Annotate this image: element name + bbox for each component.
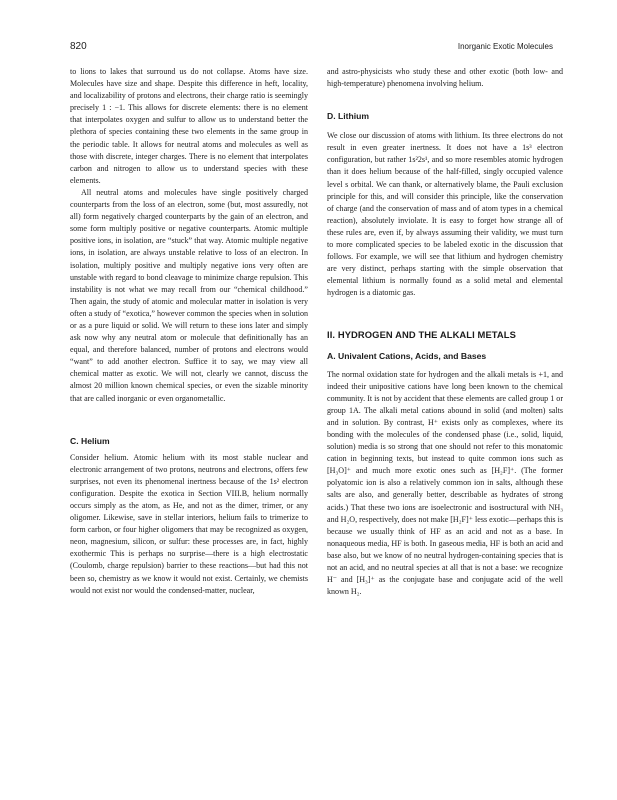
- page-number: 820: [70, 41, 87, 52]
- paragraph: and astro-physicists who study these and other exotic (both low- and high-temperature) phenomena involving helium.: [327, 67, 563, 89]
- right-column: [327, 66, 563, 598]
- paragraph: The normal oxidation state for hydrogen and the alkali metals is +1, and indeed their unipositive cations have long been known to the chemical community. It is not by accident that these elements are called group 1 or group 1A. The alkali metal cations abound in solid (and molten) salts and in solution. By contrast, H⁺ exists only as complexes, where its bonding with the molecules of the condensed phase (i.e., solid, liquid, solution) media is so strong that one should not refer to this monatomic cation in beginning texts, but instead to quite common ions such as [H₃O]⁺ and much more exotic ones such as [H₂F]⁺. (The former polyatomic ion is also a relatively common ion in salts, although these salts are also, and generally better, describable as hydrates of strong acids.) That these two ions are isoelectronic and isostructural with NH₃ and H₂O, respectively, does not make [H₂F]⁺ less exotic—perhaps this is because we usually think of HF as an acid and not as a base. In nonaqueous media, HF is both. In gaseous media, HF is both an acid and base also, but we know of no neutral hydrogen-containing species that is not an acid, and no neutral species at all that is not a base: we recognize H⁻ and [H₃]⁺ as the conjugate base and conjugate acid of the well known H₂.: [327, 369, 563, 597]
- running-title: Inorganic Exotic Molecules: [457, 42, 553, 51]
- section-heading-lithium: D. Lithium: [327, 111, 370, 122]
- paragraph: All neutral atoms and molecules have single positively charged counterparts from the loss of an electron, some (but, most assuredly, not all) form negatively charged counterparts by the gain of an electron, and some form multiply positive or negative counterparts. Atomic multiple positive ions, in isolation, are “stuck” that way. Atomic multiple negative ions, in isolation, are always unstable relative to loss of an electron. In isolation, multiply positive and multiply negative ions very often are unstable with regard to bond cleavage to minimize charge repulsion. This instability is not what we may recall from our “chemical childhood.” Then again, the study of atomic and molecular matter in isolation is very often a study of “exotica,” however common the species when in solution or as a pure liquid or solid. We will return to these ions later and simply ask now why any neutral atom or molecule that definitionally has an equal, and therefore balanced, number of protons and electrons would “want” to add another electron. Suffice it to say, we may view all chemical matter as exotic. We will not, clearly we cannot, discuss the almost 20 million known chemical species, or even the sizable minority that are called inorganic or even organometallic.: [70, 187, 308, 403]
- section-heading-helium: C. Helium: [70, 435, 110, 446]
- paragraph: to lions to lakes that surround us do not collapse. Atoms have size. Molecules have size and shape. Despite this difference in heft, locality, and localizability of protons and electrons, their charge ratio is seemingly precisely 1 : −1. This allows for discrete elements: there is no element that interpolates oxygen and sulfur to allow us to understand better the plethora of species containing these two elements in the same group in the periodic table. It allows for neutral atoms and molecules as well as those with discrete, integer charges. There is no element that interpolates carbon and nitrogen to allow us to understand species with these elements.: [70, 67, 308, 185]
- section-heading-hydrogen-alkali: II. HYDROGEN AND THE ALKALI METALS: [327, 328, 516, 340]
- paragraph: We close our discussion of atoms with lithium. Its three electrons do not result in even greater inertness. It does not have a 1s³ electron configuration, but rather 1s²2s¹, and so more resembles atomic hydrogen than it does helium because of the half-filled, singly occupied valence level s orbital. We can thank, or alternatively blame, the Pauli exclusion principle for this, and will consider this principle, like the conservation of charge (and the conservation of mass and of atom types in a chemical reaction), absolutely inviolate. It is easy to forget how strange all of these rules are, even if, by always assuming their validity, we must turn to more complicated species to be labeled exotic in the discussion that follows. For example, we will see that lithium and hydrogen chemistry are very distinct, perhaps starting with the simple observation that elemental lithium is normally found as a solid metal and elemental hydrogen is a diatomic gas.: [327, 131, 563, 298]
- left-column: [70, 66, 308, 597]
- subsection-heading-univalent: A. Univalent Cations, Acids, and Bases: [327, 350, 487, 361]
- paragraph: Consider helium. Atomic helium with its most stable nuclear and electronic arrangement of two protons, neutrons and electrons, offers few surprises, not even its phenomenal inertness because of the 1s² electron configuration. Despite the exotica in Section VIII.B, helium normally occurs simply as the atom, as He, and not as the dimer, trimer, or any oligomer. Likewise, save in stellar interiors, helium fails to trimerize to form carbon, or four higher oligomers that may be recognized as oxygen, neon, magnesium, silicon, or sulfur: these processes are, in fact, highly exothermic This is perhaps no surprise—there is a high electrostatic (Coulomb, charge repulsion) barrier to these reactions—but had this not been so, chemistry as we know it would not exist. Certainly, we chemists would not exist nor would the condensed-matter, nuclear,: [70, 452, 308, 595]
